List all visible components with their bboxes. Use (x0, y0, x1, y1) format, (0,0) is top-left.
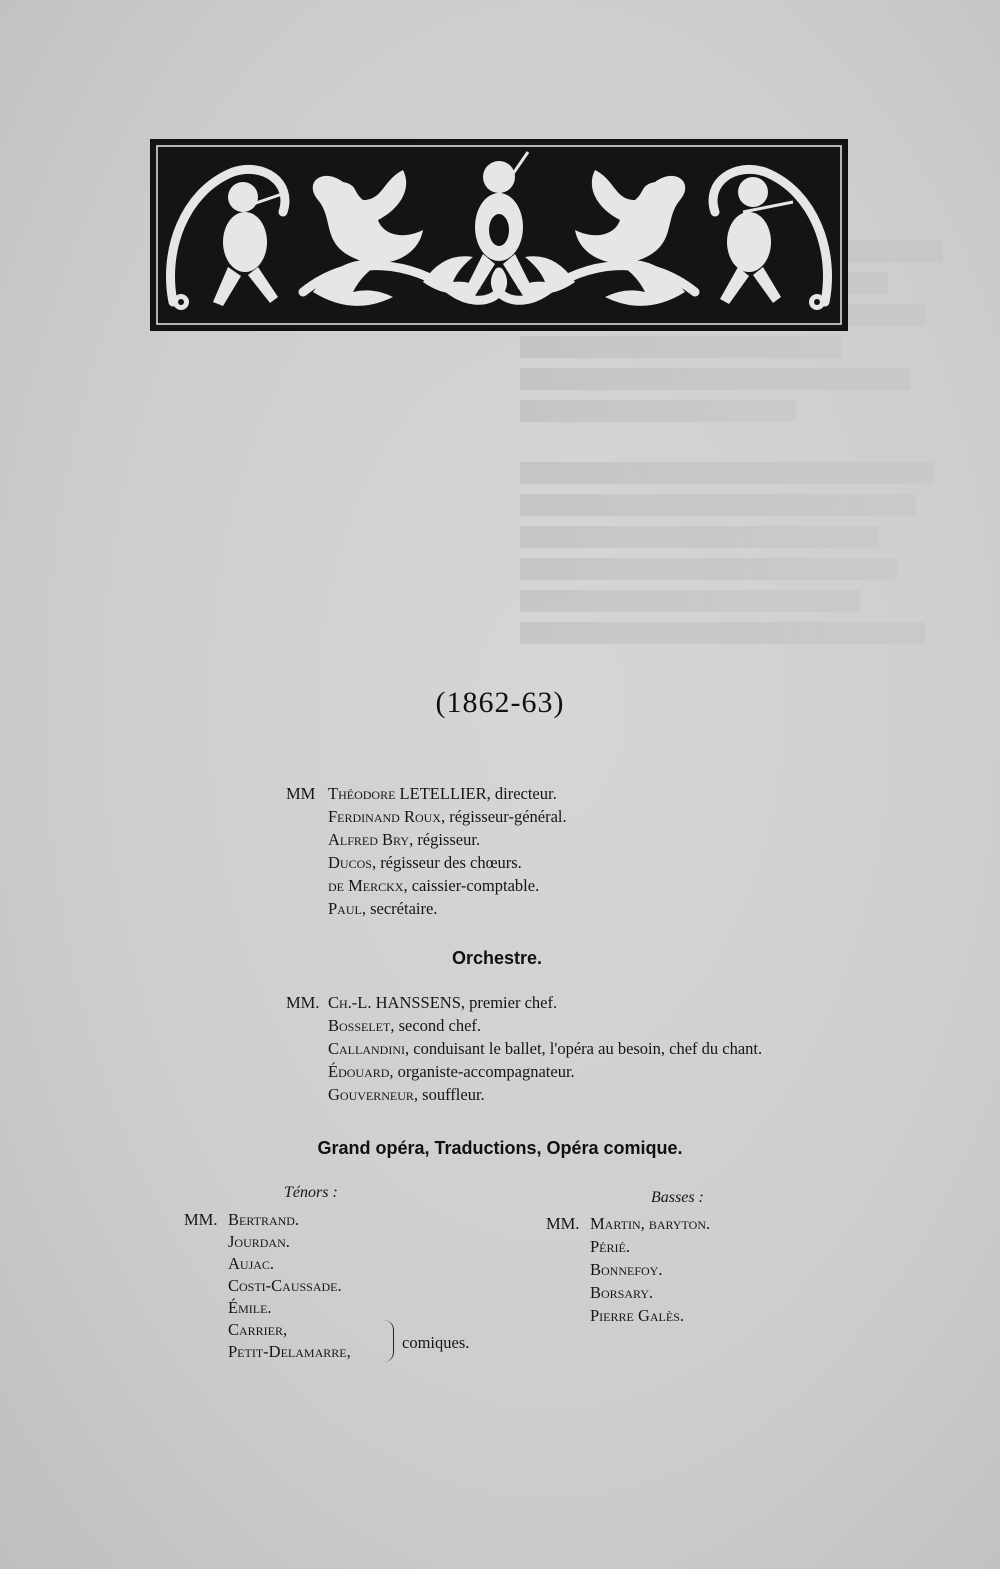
staff-name: Théodore (328, 784, 396, 803)
staff-name: Paul (328, 899, 362, 918)
staff-name: Bosselet (328, 1016, 391, 1035)
staff-row (328, 1039, 762, 1059)
staff-row (328, 876, 539, 896)
staff-name: Ferdinand Roux (328, 807, 441, 826)
staff-role: , régisseur-général. (440, 807, 567, 826)
tenors-prefix: MM. (184, 1210, 218, 1229)
staff-row (328, 1085, 485, 1105)
staff-name: Ducos (328, 853, 372, 872)
bass-name-text: Martin, baryton. (590, 1214, 711, 1233)
season-year: (1862-63) (435, 686, 565, 719)
section-heading-orchestre: Orchestre. (451, 948, 543, 968)
staff-role: , caissier-comptable. (403, 876, 540, 895)
staff-row (328, 830, 480, 850)
tenor-name: Aujac. (228, 1254, 275, 1273)
tenor-name: Carrier, (228, 1320, 288, 1339)
staff-row (328, 807, 567, 827)
basses-heading: Basses : (651, 1189, 704, 1206)
staff-name: Callandini (328, 1039, 405, 1058)
staff-name: Édouard (328, 1062, 390, 1081)
bass-name: Borsary. (590, 1283, 654, 1302)
ornamental-banner (150, 139, 848, 331)
section-heading-troupe: Grand opéra, Traductions, Opéra comique. (317, 1138, 683, 1158)
staff-role: , régisseur des chœurs. (371, 853, 522, 872)
staff-name: Alfred Bry (328, 830, 410, 849)
staff-role: , régisseur. (409, 830, 481, 849)
staff-role: , secrétaire. (361, 899, 438, 918)
tenor-name: Bertrand. (228, 1210, 300, 1229)
staff-role: , organiste-accompagnateur. (389, 1062, 575, 1081)
staff-name: Ch.-L. (328, 993, 372, 1012)
staff-row (328, 993, 557, 1013)
staff-role: , souffleur. (413, 1085, 485, 1104)
brace (382, 1320, 394, 1362)
staff-row (328, 899, 437, 919)
tenor-name: Jourdan. (228, 1232, 290, 1251)
tenor-name: Costi-Caussade. (228, 1276, 342, 1295)
bass-name: Bonnefoy. (590, 1260, 663, 1279)
staff-role: , conduisant le ballet, l'opéra au besoin, chef du chant. (405, 1039, 763, 1058)
ornamental-frieze-icon (153, 142, 845, 328)
staff-name: de Merckx (328, 876, 404, 895)
bass-name: Pierre Galès. (590, 1306, 685, 1325)
staff-role: , premier chef. (460, 993, 558, 1012)
staff-row (328, 784, 557, 804)
bass-name (590, 1214, 710, 1234)
staff-role: , directeur. (486, 784, 557, 803)
staff-row (328, 1062, 575, 1082)
staff-name: Gouverneur (328, 1085, 414, 1104)
tenors-heading: Ténors : (284, 1184, 338, 1201)
staff-role: , second chef. (390, 1016, 482, 1035)
staff-row (328, 853, 522, 873)
staff-surname: LETELLIER (399, 784, 487, 803)
bass-name: Périé. (590, 1237, 630, 1256)
tenor-name: Émile. (228, 1298, 272, 1317)
direction-prefix: MM (286, 784, 316, 803)
staff-row (328, 1016, 481, 1036)
orchestre-prefix: MM. (286, 993, 320, 1012)
staff-surname: HANSSENS (375, 993, 461, 1012)
tenor-name: Petit-Delamarre, (228, 1342, 351, 1361)
brace-label: comiques. (402, 1333, 470, 1352)
basses-prefix: MM. (546, 1214, 580, 1233)
